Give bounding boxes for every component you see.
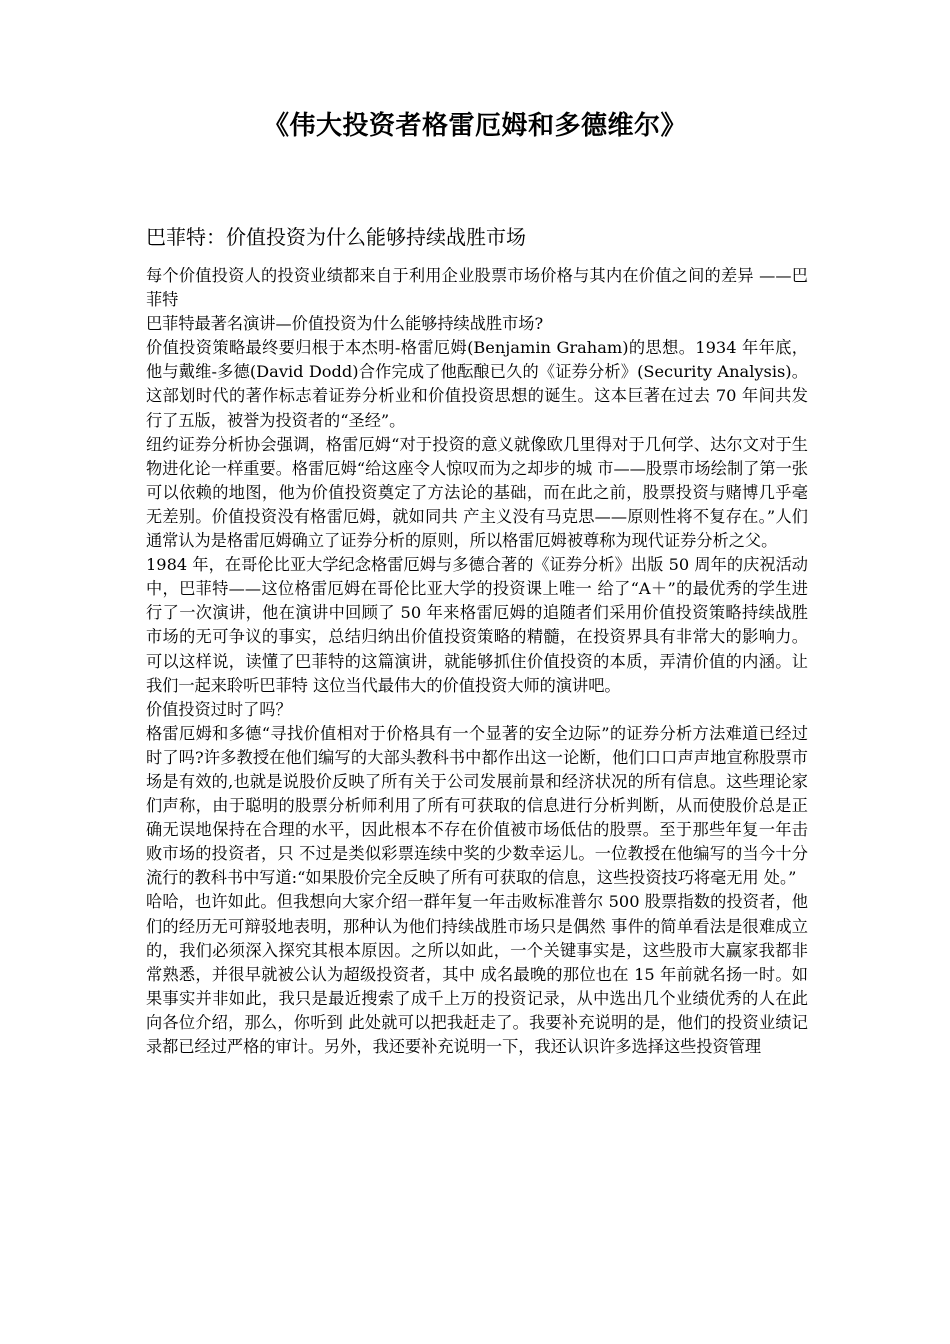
paragraph-nyssa-quote: 纽约证券分析协会强调，格雷厄姆“对于投资的意义就像欧几里得对于几何学、达尔文对于生物进化论一样重要。格雷厄姆“给这座令人惊叹而为之却步的城 市——股票市场绘制了第一张可以依赖的地图，他为价值投资奠定了方法论的基础，而在此之前，股票投资与赌博几乎毫无差别。价值投资没有格雷厄姆，就如同共 产主义没有马克思——原则性将不复存在。”人们通常认为是格雷厄姆确立了证券分析的原则，所以格雷厄姆被尊称为现代证券分析之父。 xyxy=(146,434,808,551)
section-subtitle: 巴菲特：价值投资为什么能够持续战胜市场 xyxy=(146,225,526,249)
document-title: 《伟大投资者格雷厄姆和多德维尔》 xyxy=(262,111,687,141)
paragraph-1984-speech: 1984 年，在哥伦比亚大学纪念格雷厄姆与多德合著的《证券分析》出版 50 周年的庆祝活动中，巴菲特——这位格雷厄姆在哥伦比亚大学的投资课上唯一 给了“A＋”的最优秀的学生进行了一次演讲，他在演讲中回顾了 50 年来格雷厄姆的追随者们采用价值投资策略持续战胜市场的无可争议的事实，总结归纳出价值投资策略的精髓，在投资界具有非常大的影响力。可以这样说，读懂了巴菲特的这篇演讲，就能够抓住价值投资的本质，弄清价值的内涵。让我们一起来聆听巴菲特 这位当代最伟大的价值投资大师的演讲吧。 xyxy=(146,555,808,695)
paragraph-speech-title: 巴菲特最著名演讲—价值投资为什么能够持续战胜市场? xyxy=(146,314,544,334)
paragraph-superinvestors: 哈哈，也许如此。但我想向大家介绍一群年复一年击败标准普尔 500 股票指数的投资者，他们的经历无可辩驳地表明，那种认为他们持续战胜市场只是偶然 事件的简单看法是很难成立的，我们必须深入探究其根本原因。之所以如此，一个关键事实是，这些股市大赢家我都非常熟悉，并很早就被公认为超级投资者，其中 成名最晚的那位也在 15 年前就名扬一时。如果事实并非如此，我只是最近搜索了成千上万的投资记录，从中选出几个业绩优秀的人在此向各位介绍，那么，你听到 此处就可以把我赶走了。我要补充说明的是，他们的投资业绩记录都已经过严格的审计。另外，我还要补充说明一下，我还认识许多选择这些投资管理 xyxy=(146,892,808,1056)
paragraph-epigraph: 每个价值投资人的投资业绩都来自于利用企业股票市场价格与其内在价值之间的差异 ——巴菲特 xyxy=(146,266,808,310)
paragraph-efficient-market: 格雷厄姆和多德“寻找价值相对于价格具有一个显著的安全边际”的证券分析方法难道已经过时了吗?许多教授在他们编写的大部头教科书中都作出这一论断，他们口口声声地宣称股票市场是有效的,也就是说股价反映了所有关于公司发展前景和经济状况的所有信息。这些理论家们声称，由于聪明的股票分析师利用了所有可获取的信息进行分析判断，从而使股价总是正确无误地保持在合理的水平，因此根本不存在价值被市场低估的股票。至于那些年复一年击败市场的投资者，只 不过是类似彩票连续中奖的少数幸运儿。一位教授在他编写的当今十分流行的教科书中写道:“如果股价完全反映了所有可获取的信息，这些投资技巧将毫无用 处。” xyxy=(146,723,808,888)
paragraph-graham-origin: 价值投资策略最终要归根于本杰明-格雷厄姆(Benjamin Graham)的思想。1934 年年底，他与戴维-多德(David Dodd)合作完成了他酝酿已久的《证券分析》(Security Analysis)。这部划时代的著作标志着证券分析业和价值投资思想的诞生。这本巨著在过去 70 年间共发行了五版，被誉为投资者的“圣经”。 xyxy=(146,338,808,430)
body-text xyxy=(146,264,808,1059)
paragraph-section-heading: 价值投资过时了吗？ xyxy=(146,699,292,719)
